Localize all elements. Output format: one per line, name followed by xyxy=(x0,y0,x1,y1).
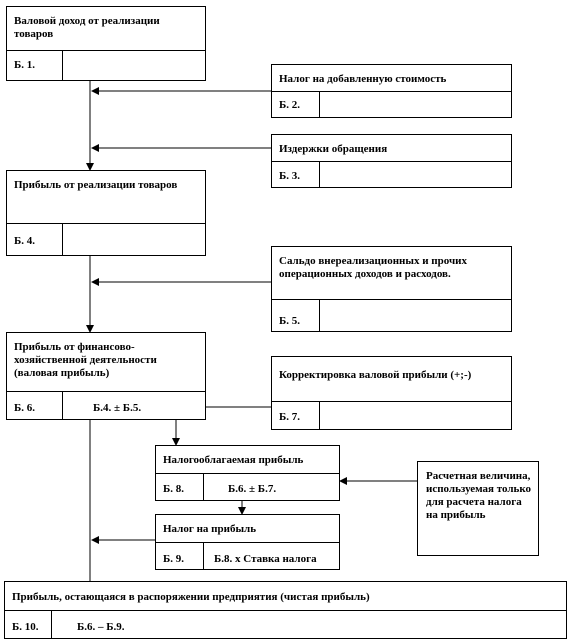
box-b2-title: Налог на добавленную стоимость xyxy=(279,73,447,85)
box-b6-code: Б. 6. xyxy=(14,402,36,414)
box-b4-title: Прибыль от реализации товаров xyxy=(14,179,178,191)
box-b3 xyxy=(271,134,512,188)
box-b6 xyxy=(6,332,206,420)
box-b3-code: Б. 3. xyxy=(279,170,301,182)
box-b5-code: Б. 5. xyxy=(279,315,301,327)
box-b7-title: Корректировка валовой прибыли (+;-) xyxy=(279,369,472,381)
box-b1-code: Б. 1. xyxy=(14,59,36,71)
box-b2-code: Б. 2. xyxy=(279,99,301,111)
box-b8-code: Б. 8. xyxy=(163,483,185,495)
box-b9-title: Налог на прибыль xyxy=(163,523,257,535)
box-b10 xyxy=(4,581,567,639)
box-b6-title: Прибыль от финансово-хозяйственной деятельности (валовая прибыль) xyxy=(14,341,157,379)
box-b10-code: Б. 10. xyxy=(12,621,39,633)
box-b6-formula: Б.4. ± Б.5. xyxy=(93,402,142,414)
box-b2 xyxy=(271,64,512,118)
box-b10-formula: Б.6. – Б.9. xyxy=(77,621,125,633)
box-b10-title: Прибыль, остающаяся в распоряжении предприятия (чистая прибыль) xyxy=(12,591,370,603)
note-text: Расчетная величина, используемая только для расчета налога на прибыль xyxy=(426,470,532,521)
box-b9 xyxy=(155,514,340,570)
box-b7 xyxy=(271,356,512,430)
box-b7-code: Б. 7. xyxy=(279,411,301,423)
box-b9-code: Б. 9. xyxy=(163,553,185,565)
box-b8-title: Налогооблагаемая прибыль xyxy=(163,454,304,466)
box-b3-title: Издержки обращения xyxy=(279,143,388,155)
note-box xyxy=(417,461,539,556)
box-b8 xyxy=(155,445,340,501)
box-b5-title: Сальдо внереализационных и прочих операционных доходов и расходов. xyxy=(279,255,468,280)
box-b4-code: Б. 4. xyxy=(14,235,36,247)
box-b1-title: Валовой доход от реализации товаров xyxy=(14,15,160,40)
box-b4 xyxy=(6,170,206,256)
box-b9-formula: Б.8. х Ставка налога xyxy=(214,553,317,565)
box-b5 xyxy=(271,246,512,332)
box-b8-formula: Б.6. ± Б.7. xyxy=(228,483,277,495)
box-b1 xyxy=(6,6,206,81)
